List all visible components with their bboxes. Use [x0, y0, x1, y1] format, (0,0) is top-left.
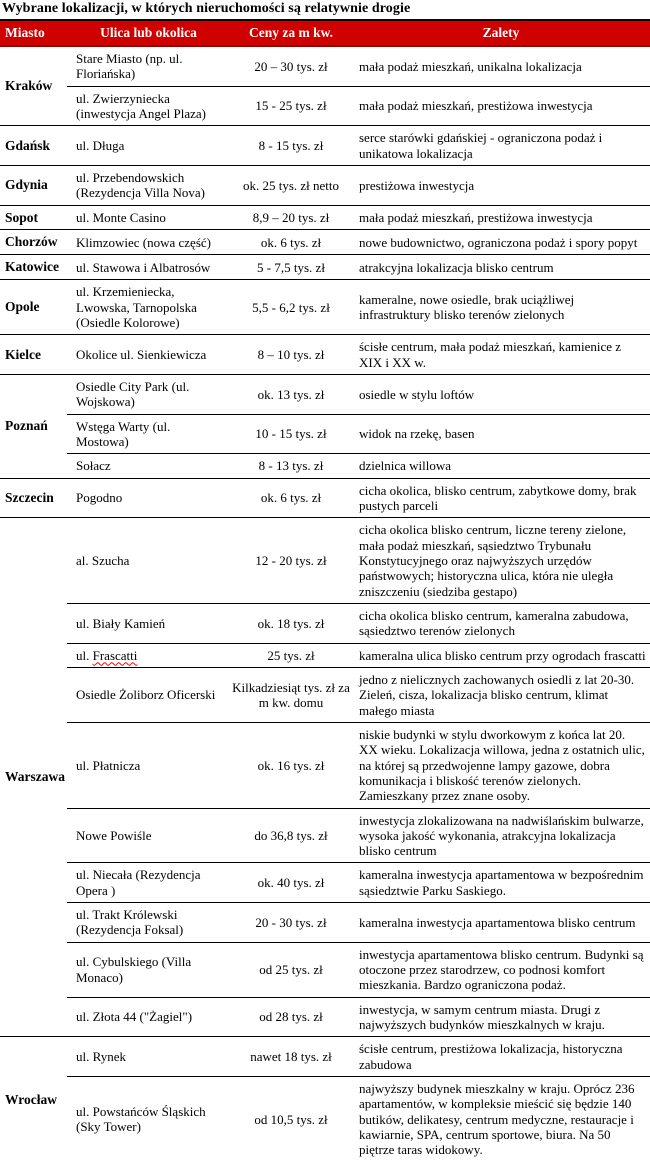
- city-cell: Gdynia: [0, 165, 67, 205]
- table-row: [0, 335, 650, 375]
- price-cell: ok. 6 tys. zł: [230, 478, 352, 518]
- price-cell: od 10,5 tys. zł: [230, 1077, 352, 1162]
- price-cell: 8,9 – 20 tys. zł: [230, 205, 352, 230]
- advantages-cell: inwestycja zlokalizowana na nadwiślańskim bulwarze, wysoka jakość wykonania, atrakcyjna lokalizacja blisko centrum: [352, 808, 650, 863]
- city-cell: Kielce: [0, 335, 67, 375]
- street-cell: Pogodno: [67, 478, 230, 518]
- page-title: Wybrane lokalizacji, w których nieruchomości są relatywnie drogie: [2, 1, 411, 16]
- table-row: [0, 997, 650, 1037]
- advantages-cell: cicha okolica blisko centrum, kameralna zabudowa, sąsiedztwo terenów zielonych: [352, 603, 650, 643]
- column-header-price: Ceny za m kw.: [230, 20, 352, 46]
- table-row: [0, 722, 650, 808]
- header-row: [0, 20, 650, 46]
- street-cell: ul. Długa: [67, 126, 230, 166]
- street-cell: ul. Biały Kamień: [67, 603, 230, 643]
- price-cell: 8 - 15 tys. zł: [230, 126, 352, 166]
- price-cell: od 28 tys. zł: [230, 997, 352, 1037]
- price-cell: 20 - 30 tys. zł: [230, 903, 352, 943]
- advantages-cell: jedno z nielicznych zachowanych osiedli z lat 20-30. Zieleń, cisza, lokalizacja blisko centrum, klimat małego miasta: [352, 667, 650, 722]
- city-cell: Kraków: [0, 46, 67, 126]
- price-cell: 10 - 15 tys. zł: [230, 414, 352, 454]
- table-row: [0, 280, 650, 335]
- table-row: [0, 414, 650, 454]
- table-row: [0, 454, 650, 478]
- advantages-cell: mała podaż mieszkań, prestiżowa inwestycja: [352, 205, 650, 230]
- street-cell: ul. Frascatti: [67, 643, 230, 667]
- city-cell: Katowice: [0, 255, 67, 280]
- advantages-cell: osiedle w stylu loftów: [352, 374, 650, 414]
- street-cell: ul. Monte Casino: [67, 205, 230, 230]
- price-cell: ok. 25 tys. zł netto: [230, 165, 352, 205]
- table-row: [0, 205, 650, 230]
- city-cell: Opole: [0, 280, 67, 335]
- table-row: [0, 863, 650, 903]
- advantages-cell: mała podaż mieszkań, prestiżowa inwestycja: [352, 86, 650, 126]
- price-cell: 20 – 30 tys. zł: [230, 46, 352, 86]
- table-row: [0, 86, 650, 126]
- city-cell: Szczecin: [0, 478, 67, 518]
- advantages-cell: inwestycja apartamentowa blisko centrum. Budynki są otoczone przez starodrzew, co podnosi komfort mieszkania. Bardzo ograniczona podaż.: [352, 942, 650, 997]
- price-cell: ok. 16 tys. zł: [230, 722, 352, 808]
- city-cell: Poznań: [0, 374, 67, 478]
- price-cell: do 36,8 tys. zł: [230, 808, 352, 863]
- price-cell: 15 - 25 tys. zł: [230, 86, 352, 126]
- table-row: [0, 942, 650, 997]
- street-cell: Sołacz: [67, 454, 230, 478]
- advantages-cell: najwyższy budynek mieszkalny w kraju. Oprócz 236 apartamentów, w kompleksie mieścić się będzie 140 butików, delikatesy, centrum medyczne, restauracje i kawiarnie, SPA, centrum sportowe, biura. Na 50 piętrze taras widokowy.: [352, 1077, 650, 1162]
- street-cell: ul. Cybulskiego (Villa Monaco): [67, 942, 230, 997]
- street-cell: ul. Złota 44 ("Żagiel"): [67, 997, 230, 1037]
- table-row: [0, 808, 650, 863]
- city-cell: Sopot: [0, 205, 67, 230]
- price-cell: Kilkadziesiąt tys. zł za m kw. domu: [230, 667, 352, 722]
- street-cell: ul. Przebendowskich (Rezydencja Villa Nova): [67, 165, 230, 205]
- city-cell: Gdańsk: [0, 126, 67, 166]
- column-header-street: Ulica lub okolica: [67, 20, 230, 46]
- street-cell: ul. Stawowa i Albatrosów: [67, 255, 230, 280]
- table-row: [0, 230, 650, 255]
- price-cell: 12 - 20 tys. zł: [230, 518, 352, 604]
- street-cell: Stare Miasto (np. ul. Floriańska): [67, 46, 230, 86]
- street-cell: ul. Płatnicza: [67, 722, 230, 808]
- advantages-cell: dzielnica willowa: [352, 454, 650, 478]
- city-cell: Chorzów: [0, 230, 67, 255]
- street-cell: ul. Zwierzyniecka (inwestycja Angel Plaza): [67, 86, 230, 126]
- table-body: [0, 46, 650, 1162]
- table-row: [0, 126, 650, 166]
- street-cell: ul. Trakt Królewski (Rezydencja Foksal): [67, 903, 230, 943]
- table-row: [0, 478, 650, 518]
- street-cell: Klimzowiec (nowa część): [67, 230, 230, 255]
- advantages-cell: kameralna inwestycja apartamentowa blisko centrum: [352, 903, 650, 943]
- price-cell: od 25 tys. zł: [230, 942, 352, 997]
- advantages-cell: cicha okolica blisko centrum, liczne tereny zielone, mała podaż mieszkań, sąsiedztwo Trybunału Konstytucyjnego oraz najwyższych urzędów państwowych; historyczna ulica, która nie uległa zniszczeniu (siedziba gestapo): [352, 518, 650, 604]
- price-cell: 5,5 - 6,2 tys. zł: [230, 280, 352, 335]
- advantages-cell: cicha okolica, blisko centrum, zabytkowe domy, brak pustych parceli: [352, 478, 650, 518]
- price-cell: nawet 18 tys. zł: [230, 1037, 352, 1077]
- advantages-cell: mała podaż mieszkań, unikalna lokalizacja: [352, 46, 650, 86]
- price-cell: ok. 13 tys. zł: [230, 374, 352, 414]
- street-cell: Osiedle City Park (ul. Wojskowa): [67, 374, 230, 414]
- price-cell: 5 - 7,5 tys. zł: [230, 255, 352, 280]
- advantages-cell: prestiżowa inwestycja: [352, 165, 650, 205]
- table-row: [0, 255, 650, 280]
- street-cell: Nowe Powiśle: [67, 808, 230, 863]
- advantages-cell: nowe budownictwo, ograniczona podaż i spory popyt: [352, 230, 650, 255]
- advantages-cell: ścisłe centrum, mała podaż mieszkań, kamienice z XIX i XX w.: [352, 335, 650, 375]
- price-cell: 25 tys. zł: [230, 643, 352, 667]
- table-row: [0, 518, 650, 604]
- advantages-cell: widok na rzekę, basen: [352, 414, 650, 454]
- advantages-cell: ścisłe centrum, prestiżowa lokalizacja, historyczna zabudowa: [352, 1037, 650, 1077]
- column-header-city: Miasto: [0, 20, 67, 46]
- street-cell: ul. Rynek: [67, 1037, 230, 1077]
- table-row: [0, 667, 650, 722]
- street-cell: Okolice ul. Sienkiewicza: [67, 335, 230, 375]
- advantages-cell: niskie budynki w stylu dworkowym z końca lat 20. XX wieku. Lokalizacja willowa, jedna z ostatnich ulic, na której są przedwojenne lampy gazowe, dobra komunikacja i bliskość terenów zielonych. Zamieszkany przez znane osoby.: [352, 722, 650, 808]
- table-row: [0, 46, 650, 86]
- street-cell: al. Szucha: [67, 518, 230, 604]
- advantages-cell: kameralne, nowe osiedle, brak uciążliwej infrastruktury blisko terenów zielonych: [352, 280, 650, 335]
- advantages-cell: serce starówki gdańskiej - ograniczona podaż i unikatowa lokalizacja: [352, 126, 650, 166]
- city-cell: Wrocław: [0, 1037, 67, 1162]
- table-row: [0, 1077, 650, 1162]
- advantages-cell: kameralna ulica blisko centrum przy ogrodach frascatti: [352, 643, 650, 667]
- price-cell: 8 – 10 tys. zł: [230, 335, 352, 375]
- advantages-cell: atrakcyjna lokalizacja blisko centrum: [352, 255, 650, 280]
- street-cell: ul. Krzemieniecka, Lwowska, Tarnopolska (Osiedle Kolorowe): [67, 280, 230, 335]
- street-cell: ul. Niecała (Rezydencja Opera ): [67, 863, 230, 903]
- street-cell: Wstęga Warty (ul. Mostowa): [67, 414, 230, 454]
- column-header-advantages: Zalety: [352, 20, 650, 46]
- table-row: [0, 643, 650, 667]
- advantages-cell: inwestycja, w samym centrum miasta. Drugi z najwyższych budynków mieszkalnych w kraju.: [352, 997, 650, 1037]
- table-row: [0, 603, 650, 643]
- price-cell: ok. 6 tys. zł: [230, 230, 352, 255]
- table-row: [0, 903, 650, 943]
- table-row: [0, 374, 650, 414]
- price-cell: ok. 18 tys. zł: [230, 603, 352, 643]
- spellcheck-marked-word: Frascatti: [92, 647, 138, 663]
- advantages-cell: kameralna inwestycja apartamentowa w bezpośrednim sąsiedztwie Parku Saskiego.: [352, 863, 650, 903]
- table-row: [0, 1037, 650, 1077]
- table-row: [0, 165, 650, 205]
- table-header: [0, 20, 650, 46]
- real-estate-price-table: [0, 19, 650, 1162]
- price-cell: ok. 40 tys. zł: [230, 863, 352, 903]
- price-cell: 8 - 13 tys. zł: [230, 454, 352, 478]
- street-cell: ul. Powstańców Śląskich (Sky Tower): [67, 1077, 230, 1162]
- city-cell: Warszawa: [0, 518, 67, 1037]
- street-cell: Osiedle Żoliborz Oficerski: [67, 667, 230, 722]
